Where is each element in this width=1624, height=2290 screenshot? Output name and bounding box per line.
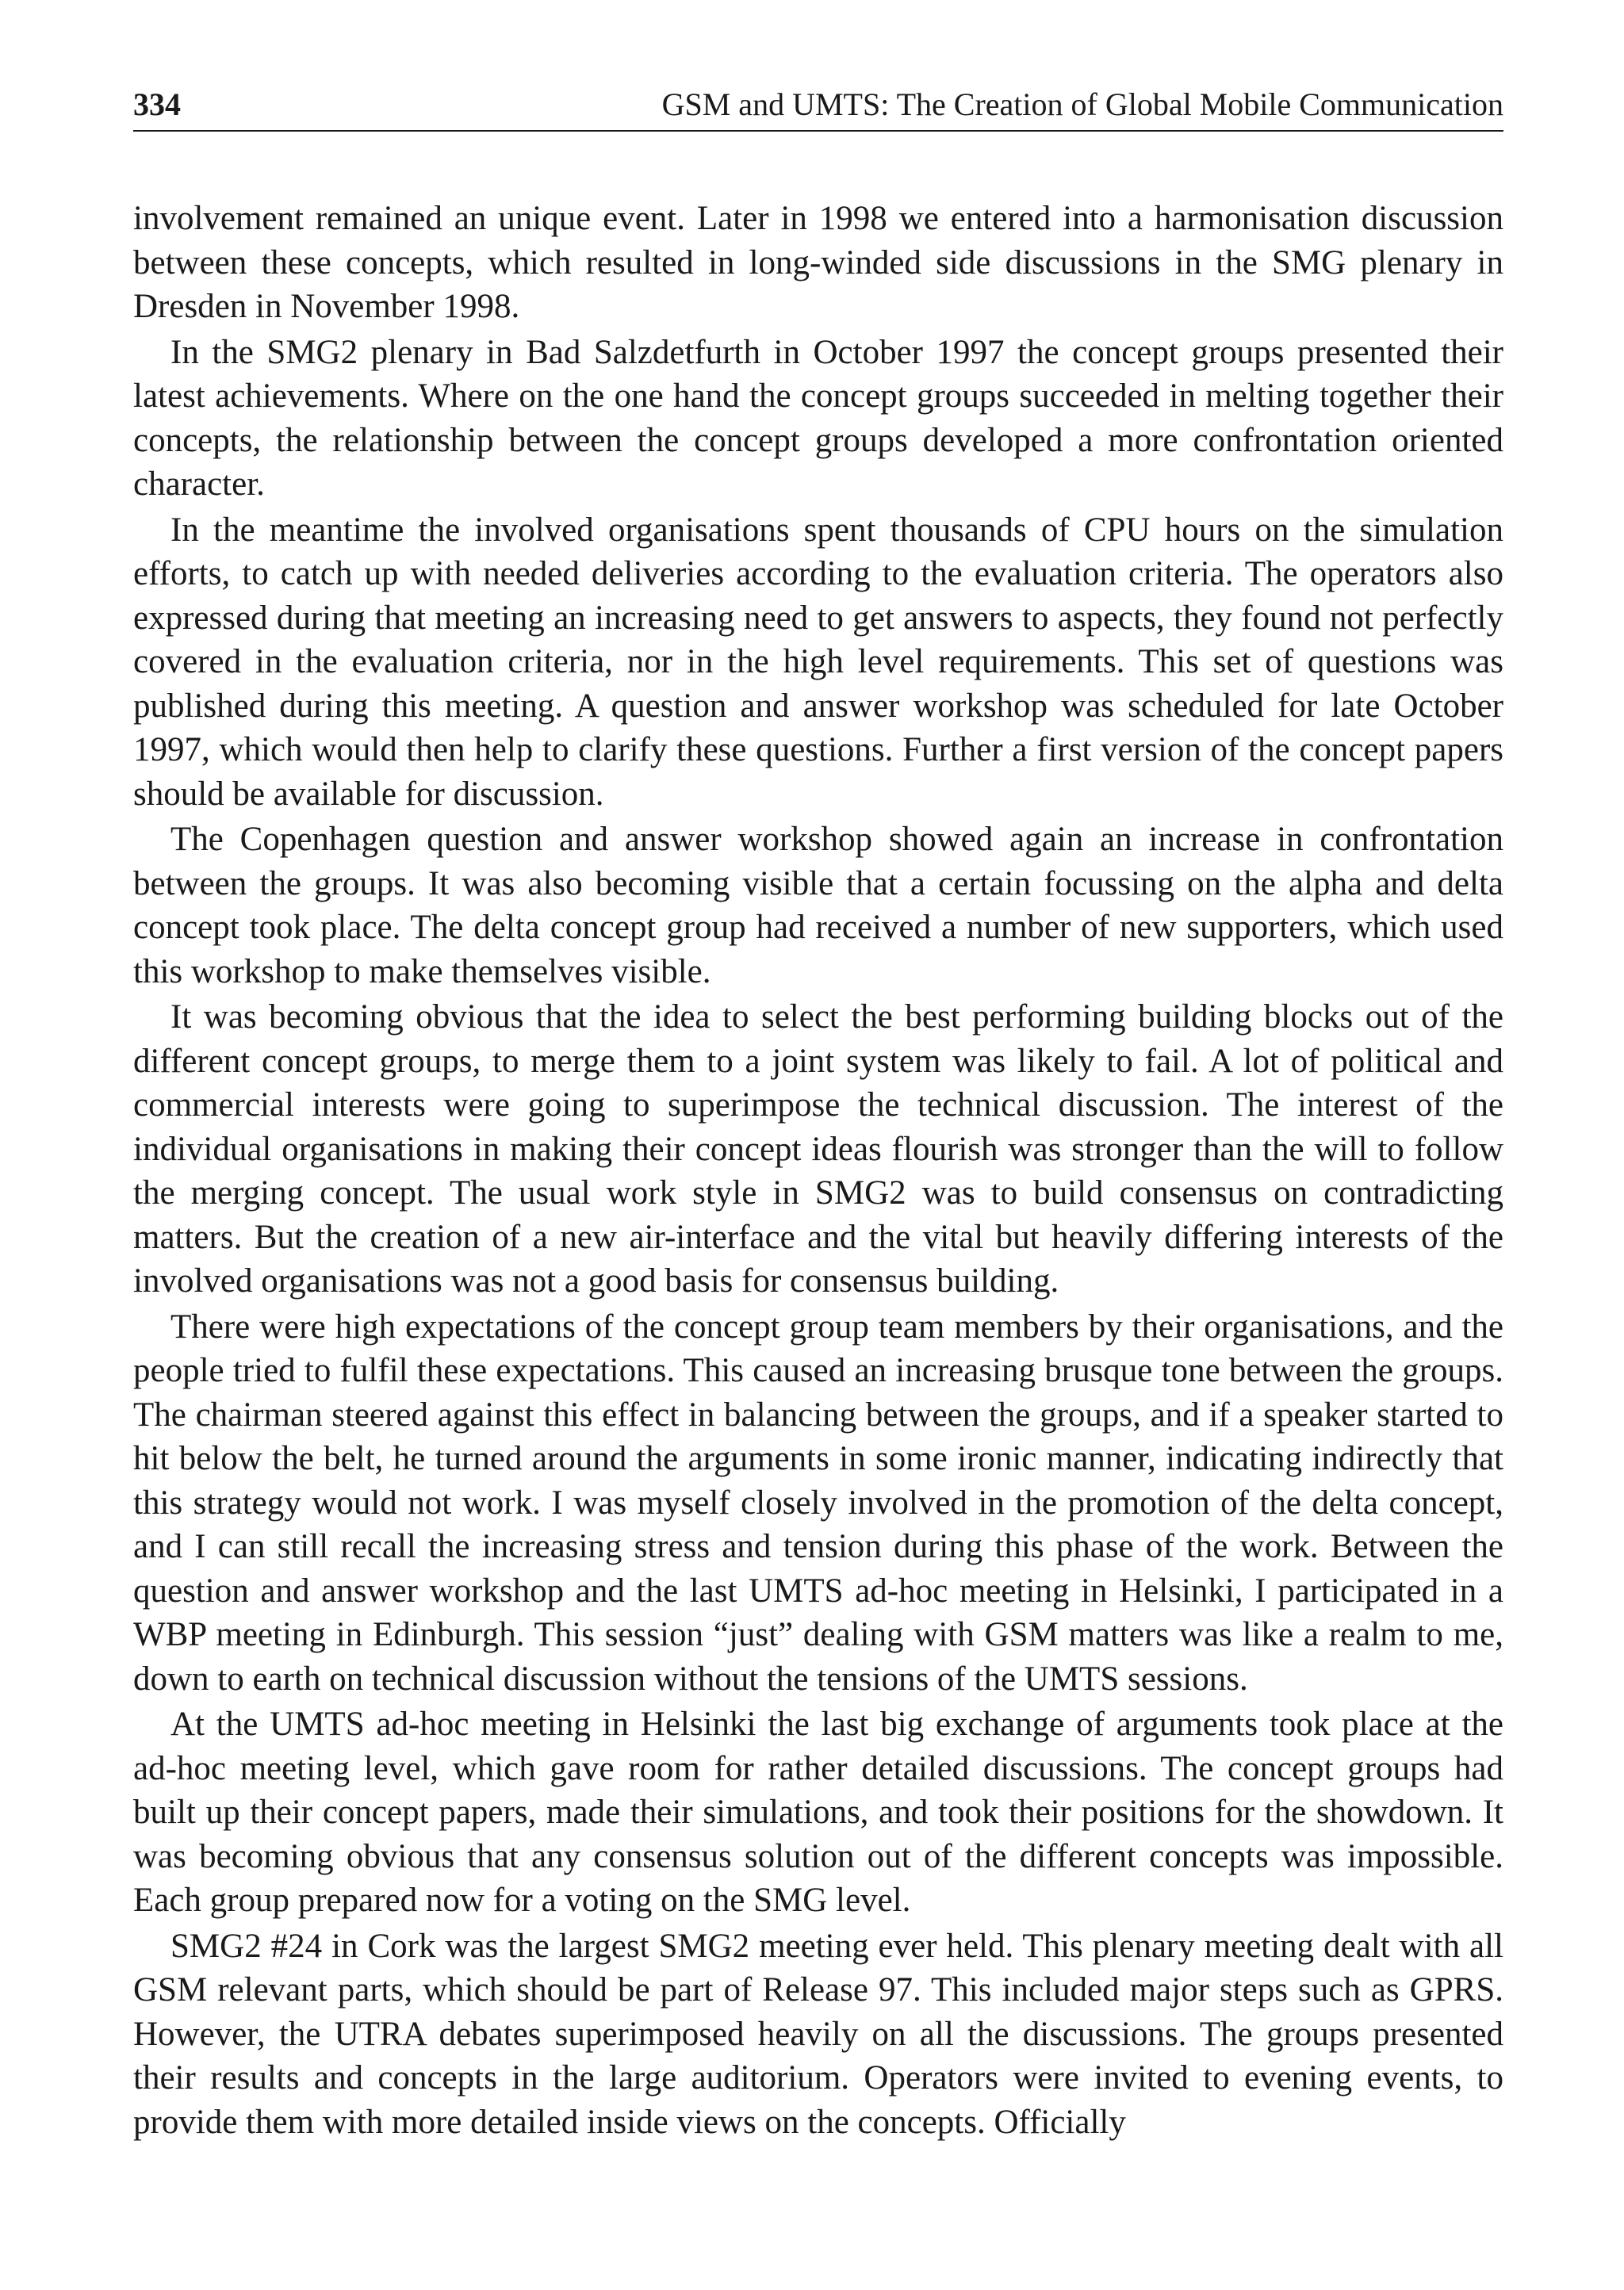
paragraph-merging-concept: It was becoming obvious that the idea to select the best performing building blocks out of the different concept groups, to merge them to a joint system was likely to fail. A lot of political and commercial interests were going to superimpose the technical discussion. The interest of the individual organisations in making their concept ideas flourish was stronger than the will to follow the merging concept. The usual work style in SMG2 was to build consensus on contradicting matters. But the creation of a new air-interface and the vital but heavily differing interests of the involved organisations was not a good basis for consensus building. — [133, 998, 1503, 1300]
paragraph-cork-meeting: SMG2 #24 in Cork was the largest SMG2 meeting ever held. This plenary meeting dealt with all GSM relevant parts, which should be part of Release 97. This included major steps such as GPRS. However, the UTRA debates superimposed heavily on all the discussions. The groups presented their results and concepts in the large auditorium. Operators were invited to evening events, to provide them with more detailed inside views on the concepts. Officially — [133, 1927, 1503, 2141]
paragraph-expectations: There were high expectations of the concept group team members by their organisations, and the people tried to fulfil these expectations. This caused an increasing brusque tone between the groups. The chairman steered against this effect in balancing between the groups, and if a speaker started to hit below the belt, he turned around the arguments in some ironic manner, indicating indirectly that this strategy would not work. I was myself closely involved in the promotion of the delta concept, and I can still recall the increasing stress and tension during this phase of the work. Between the question and answer workshop and the last UMTS ad-hoc meeting in Helsinki, I participated in a WBP meeting in Edinburgh. This session “just” dealing with GSM matters was like a realm to me, down to earth on technical discussion without the tensions of the UMTS sessions. — [133, 1308, 1503, 1698]
paragraph-continuation: involvement remained an unique event. Later in 1998 we entered into a harmonisation discussion between these concepts, which resulted in long-winded side discussions in the SMG plenary in Dresden in November 1998. — [133, 200, 1503, 325]
paragraph-bad-salzdetfurth: In the SMG2 plenary in Bad Salzdetfurth in October 1997 the concept groups presented their latest achievements. Where on the one hand the concept groups succeeded in melting together their concepts, the relationship between the concept groups developed a more confrontation oriented character. — [133, 333, 1503, 503]
paragraph-copenhagen-workshop: The Copenhagen question and answer workshop showed again an increase in confrontation between the groups. It was also becoming visible that a certain focussing on the alpha and delta concept took place. The delta concept group had received a number of new supporters, which used this workshop to make themselves visible. — [133, 821, 1503, 990]
running-header — [133, 79, 1503, 132]
paragraph-simulation-efforts: In the meantime the involved organisations spent thousands of CPU hours on the simulation efforts, to catch up with needed deliveries according to the evaluation criteria. The operators also expressed during that meeting an increasing need to get answers to aspects, they found not perfectly covered in the evaluation criteria, nor in the high level requirements. This set of questions was published during this meeting. A question and answer workshop was scheduled for late October 1997, which would then help to clarify these questions. Further a first version of the concept papers should be available for discussion. — [133, 511, 1503, 813]
paragraph-helsinki-meeting: At the UMTS ad-hoc meeting in Helsinki the last big exchange of arguments took place at the ad-hoc meeting level, which gave room for rather detailed discussions. The concept groups had built up their concept papers, made their simulations, and took their positions for the showdown. It was becoming obvious that any consensus solution out of the different concepts was impossible. Each group prepared now for a voting on the SMG level. — [133, 1706, 1503, 1919]
running-title: GSM and UMTS: The Creation of Global Mobile Communication — [661, 86, 1503, 122]
page-number: 334 — [133, 86, 181, 122]
body-text — [133, 197, 1503, 2146]
